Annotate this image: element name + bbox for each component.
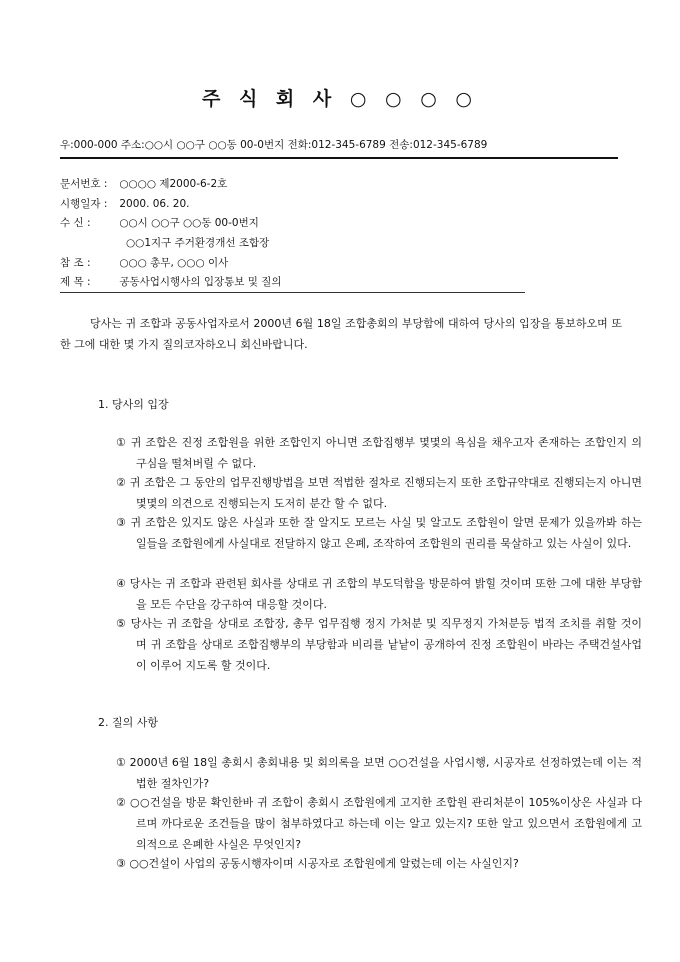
header-rule xyxy=(60,157,618,159)
date-label: 시행일자 : xyxy=(60,198,108,210)
section1-item-5: ⑤ 당사는 귀 조합을 상대로 조합장, 총무 업무집행 정지 가처분 및 직무정지 가처분등 법적 조치를 취할 것이며 귀 조합을 상대로 조합집행부의 부당함과 비리를 낱낱이 공개하여 진정 조합원이 바라는 주택건설사업이 이루어 지도록 할 것이다. xyxy=(116,617,642,672)
recipient-label: 수 신 : xyxy=(60,217,91,229)
section2-heading: 2. 질의 사항 xyxy=(98,716,158,729)
section2-item-3: ③ ○○건설이 사업의 공동시행자이며 시공자로 조합원에게 알렸는데 이는 사실인지? xyxy=(116,857,519,870)
section1-heading: 1. 당사의 입장 xyxy=(98,398,169,411)
section2-item-1: ① 2000년 6월 18일 총회시 총회내용 및 회의록을 보면 ○○건설을 사업시행, 시공자로 선정하였는데 이는 적법한 절차인가? xyxy=(116,756,642,790)
doc-number-value: ○○○○ 제2000-6-2호 xyxy=(119,178,228,190)
subject-value: 공동사업시행사의 입장통보 및 질의 xyxy=(119,276,282,288)
recipient-name: ○○1지구 주거환경개선 조합장 xyxy=(126,237,270,249)
section1-item-2: ② 귀 조합은 그 동안의 업무진행방법을 보면 적법한 절차로 진행되는지 또한 조합규약대로 진행되는지 아니면 몇몇의 의견으로 진행되는지 도저히 분간 할 수 없다. xyxy=(116,476,642,510)
section1-item-1: ① 귀 조합은 진정 조합원을 위한 조합인지 아니면 조합집행부 몇몇의 욕심을 채우고자 존재하는 조합인지 의구심을 떨쳐버릴 수 없다. xyxy=(116,436,642,470)
intro-paragraph: 당사는 귀 조합과 공동사업자로서 2000년 6월 18일 조합총회의 부당함에 대하여 당사의 입장을 통보하오며 또한 그에 대한 몇 가지 질의코자하오니 회신바랍니다. xyxy=(60,317,622,351)
doc-number-row xyxy=(60,176,227,191)
recipient-row xyxy=(60,215,259,230)
date-row xyxy=(60,196,189,211)
company-address-line: 우:000-000 주소:○○시 ○○구 ○○동 00-0번지 전화:012-345-6789 전송:012-345-6789 xyxy=(60,139,488,151)
subject-row xyxy=(60,274,282,289)
section1-item-4: ④ 당사는 귀 조합과 관련된 회사를 상대로 귀 조합의 부도덕함을 방문하여 밝힐 것이며 또한 그에 대한 부당함을 모든 수단을 강구하여 대응할 것이다. xyxy=(116,577,642,611)
cc-value: ○○○ 총무, ○○○ 이사 xyxy=(119,257,229,269)
cc-row xyxy=(60,255,228,270)
section1-item-3: ③ 귀 조합은 있지도 않은 사실과 또한 잘 알지도 모르는 사실 및 알고도 조합원이 알면 문제가 있을까봐 하는 일들을 조합원에게 사실대로 전달하지 않고 은폐, 조작하여 조합원의 권리를 묵살하고 있는 사실이 있다. xyxy=(116,516,642,550)
doc-number-label: 문서번호 : xyxy=(60,178,108,190)
subject-label: 제 목 : xyxy=(60,276,91,288)
company-title: 주 식 회 사 ○ ○ ○ ○ xyxy=(201,88,479,110)
date-value: 2000. 06. 20. xyxy=(119,198,190,210)
meta-divider xyxy=(60,292,525,293)
section2-item-2: ② ○○건설을 방문 확인한바 귀 조합이 총회시 조합원에게 고지한 조합원 관리처분이 105%이상은 사실과 다르며 까다로운 조건들을 많이 첨부하였다고 하는데 이는 알고 있는지? 또한 알고 있으면서 조합원에게 고의적으로 은폐한 사실은 무엇인지? xyxy=(116,796,642,851)
recipient-address: ○○시 ○○구 ○○동 00-0번지 xyxy=(119,217,259,229)
cc-label: 참 조 : xyxy=(60,257,91,269)
